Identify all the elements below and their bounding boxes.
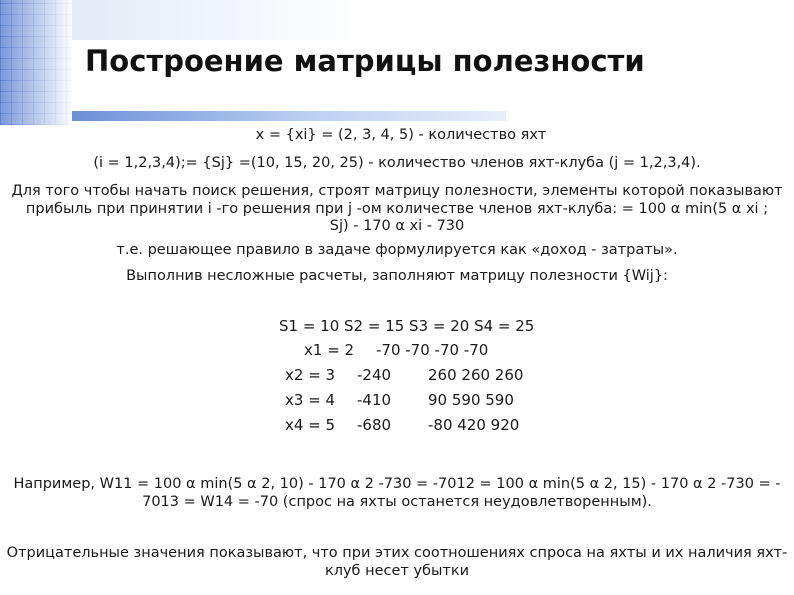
matrix-row-values: -680	[357, 416, 392, 434]
text-line-7: Выполнив несложные расчеты, заполняют матрицу полезности {Wij}:	[126, 268, 668, 284]
slide-title: Построение матрицы полезности	[85, 44, 645, 78]
conclusion-line-1: Отрицательные значения показывают, что при этих соотношениях спроса на яхты и их наличия яхт-	[6, 545, 788, 561]
matrix-row-label: x4 = 5	[285, 416, 336, 434]
matrix-row-values: -410	[357, 391, 392, 409]
example-line-2: 7013 = W14 = -70 (спрос на яхты останется неудовлетворенным).	[142, 494, 652, 510]
matrix-header: S1 = 10 S2 = 15 S3 = 20 S4 = 25	[279, 317, 535, 335]
text-line-3: Для того чтобы начать поиск решения, строят матрицу полезности, элементы которой показывают	[11, 183, 783, 199]
matrix-row-label: x1 = 2	[304, 341, 355, 359]
matrix-row-values: 260 260 260	[428, 366, 524, 384]
text-line-1: x = {xi} = (2, 3, 4, 5) - количество яхт	[255, 127, 547, 143]
matrix-row-values: -70 -70 -70 -70	[376, 341, 489, 359]
example-line-1: Например, W11 = 100 α min(5 α 2, 10) - 170 α 2 -730 = -7012 = 100 α min(5 α 2, 15) - 170 α 2 -730 = -	[13, 476, 781, 492]
text-line-2: (i = 1,2,3,4);= {Sj} =(10, 15, 20, 25) - количество членов яхт-клуба (j = 1,2,3,4).	[93, 155, 701, 171]
matrix-row-values: -240	[357, 366, 392, 384]
title-underline	[72, 111, 506, 121]
matrix-row-values: 90 590 590	[428, 391, 514, 409]
conclusion-line-2: клуб несет убытки	[324, 563, 470, 579]
text-line-4: прибыль при принятии i -го решения при j -ом количестве членов яхт-клуба: = 100 α min(5 α xi ;	[25, 201, 769, 217]
decorative-fade	[72, 0, 372, 40]
matrix-row-values: -80 420 920	[428, 416, 520, 434]
text-line-5: Sj) - 170 α xi - 730	[329, 218, 465, 234]
decorative-grid	[0, 0, 72, 125]
text-line-6: т.е. решающее правило в задаче формулируется как «доход - затраты».	[116, 242, 678, 258]
matrix-row-label: x3 = 4	[285, 391, 336, 409]
matrix-row-label: x2 = 3	[285, 366, 336, 384]
